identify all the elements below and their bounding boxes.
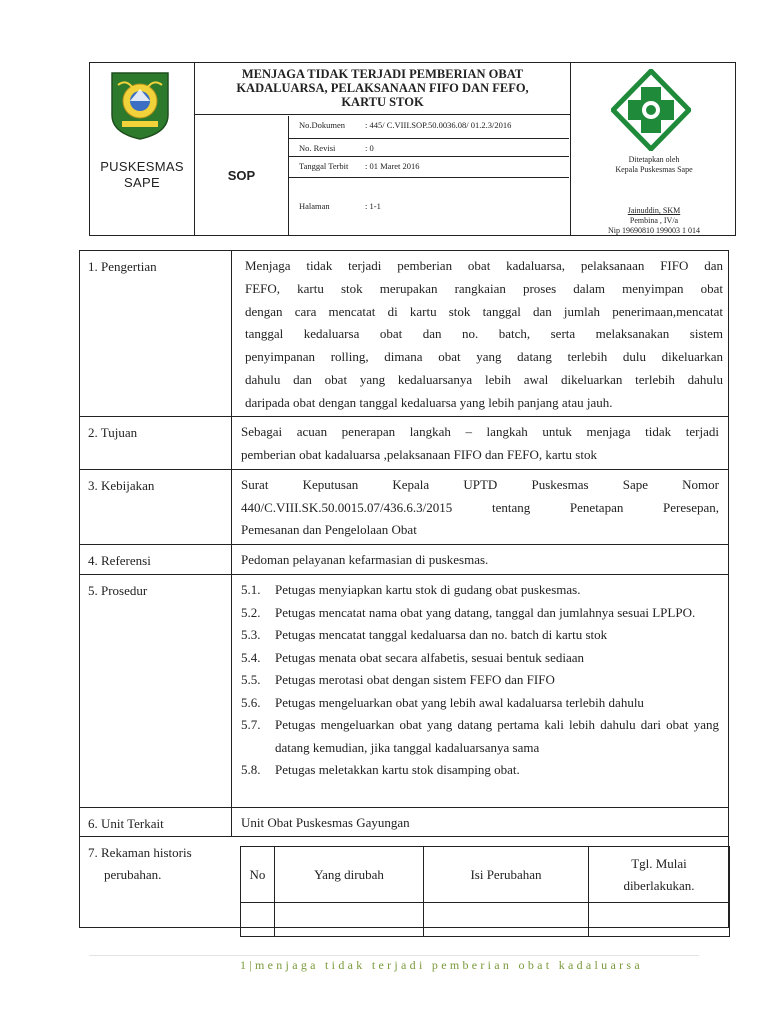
section-referensi [80, 545, 728, 575]
doc-type-label: SOP [195, 116, 289, 235]
approval-signatory: Jainuddin, SKM Pembina , IV/a Nip 19690810 199003 1 014 [608, 206, 700, 235]
section-label: 2. Tujuan [80, 417, 232, 469]
document-title: MENJAGA TIDAK TERJADI PEMBERIAN OBAT KADALUARSA, PELAKSANAAN FIFO DAN FEFO, KARTU STOK [195, 63, 570, 115]
table-header-row [241, 847, 730, 903]
regency-emblem-icon [108, 71, 172, 141]
section-unit-terkait [80, 808, 728, 837]
procedure-step: 5.5. Petugas merotasi obat dengan sistem FEFO dan FIFO [241, 672, 555, 687]
section-label: 7. Rekaman historis perubahan. [88, 845, 192, 882]
section-label: 5. Prosedur [80, 575, 232, 807]
section-content: Sebagai acuan penerapan langkah – langkah untuk menjaga tidak terjadi pemberian obat kadaluarsa ,pelaksanaan FIFO dan FEFO, kartu stok [241, 424, 719, 462]
meta-row-revision: No. Revisi : 0 [289, 139, 569, 157]
section-label: 6. Unit Terkait [80, 808, 232, 836]
section-pengertian [80, 251, 728, 417]
puskesmas-logo-icon [611, 69, 691, 151]
section-label: 4. Referensi [80, 545, 232, 574]
table-row [241, 903, 730, 937]
section-label: 1. Pengertian [80, 251, 232, 416]
procedure-step: 5.6. Petugas mengeluarkan obat yang lebih awal kadaluarsa terlebih dahulu [241, 694, 644, 710]
sop-header-table [89, 62, 736, 236]
approval-label: Ditetapkan oleh Kepala Puskesmas Sape [615, 155, 693, 174]
section-content: Surat Keputusan Kepala UPTD Puskesmas Sape Nomor 440/C.VIII.SK.50.0015.07/436.6.3/2015 tentang Penetapan Peresepan, Pemesanan dan Pengelolaan Obat [241, 477, 719, 537]
section-kebijakan [80, 470, 728, 545]
org-column [90, 63, 195, 235]
section-content: Unit Obat Puskesmas Gayungan [241, 815, 410, 830]
column-header-no: No [241, 847, 275, 903]
footer-text: 1|menjaga tidak terjadi pemberian obat kadaluarsa [240, 958, 644, 972]
org-name: PUSKESMAS SAPE [100, 159, 184, 190]
procedure-list [233, 575, 719, 782]
section-tujuan [80, 417, 728, 470]
column-header-content: Isi Perubahan [424, 847, 589, 903]
column-header-changed: Yang dirubah [275, 847, 424, 903]
section-rekaman-historis [80, 837, 728, 927]
column-header-effective-date: Tgl. Mulai diberlakukan. [589, 847, 730, 903]
meta-row-document-number: No.Dokumen : 445/ C.VIII.SOP.50.0036.08/ 01.2.3/2016 [289, 116, 569, 139]
procedure-step: 5.8. Petugas meletakkan kartu stok disamping obat. [241, 762, 520, 777]
procedure-step: 5.4. Petugas menata obat secara alfabetis, sesuai bentuk sediaan [241, 649, 584, 665]
section-label: 3. Kebijakan [80, 470, 232, 544]
footer-divider [89, 955, 699, 956]
change-history-table [240, 846, 730, 937]
sop-content-table [79, 250, 729, 928]
procedure-step: 5.2. Petugas mencatat nama obat yang datang, tanggal dan jumlahnya sesuai LPLPO. [241, 604, 696, 620]
section-content: Menjaga tidak terjadi pemberian obat kadaluarsa, pelaksanaan FIFO dan FEFO, kartu stok merupakan rangkaian proses dalam menyimpan obat dengan cara mencatat di kartu stok tanggal dan jumlah penerimaan,mencatat tanggal kedaluarsa obat dan no. batch, serta melaksanakan sistem penyimpanan rolling, dimana obat yang datang terlebih dulu dikeluarkan dahulu dan obat yang kedaluarsanya lebih awal dikeluarkan terlebih dahulu daripada obat dengan tanggal kedaluarsa yang lebih panjang atau jauh. [245, 258, 723, 410]
section-prosedur [80, 575, 728, 808]
procedure-step: 5.7. Petugas mengeluarkan obat yang datang pertama kali lebih dahulu dari obat yang datang kemudian, jika tanggal kadaluarsanya sama [241, 717, 719, 755]
meta-row-page: Halaman : 1-1 [299, 201, 381, 211]
section-content: Pedoman pelayanan kefarmasian di puskesmas. [241, 552, 489, 567]
procedure-step: 5.1. Petugas menyiapkan kartu stok di gudang obat puskesmas. [241, 582, 581, 597]
meta-row-issue-date: Tanggal Terbit : 01 Maret 2016 [289, 157, 569, 178]
approval-column [570, 63, 737, 235]
procedure-step: 5.3. Petugas mencatat tanggal kedaluarsa dan no. batch di kartu stok [241, 627, 608, 642]
